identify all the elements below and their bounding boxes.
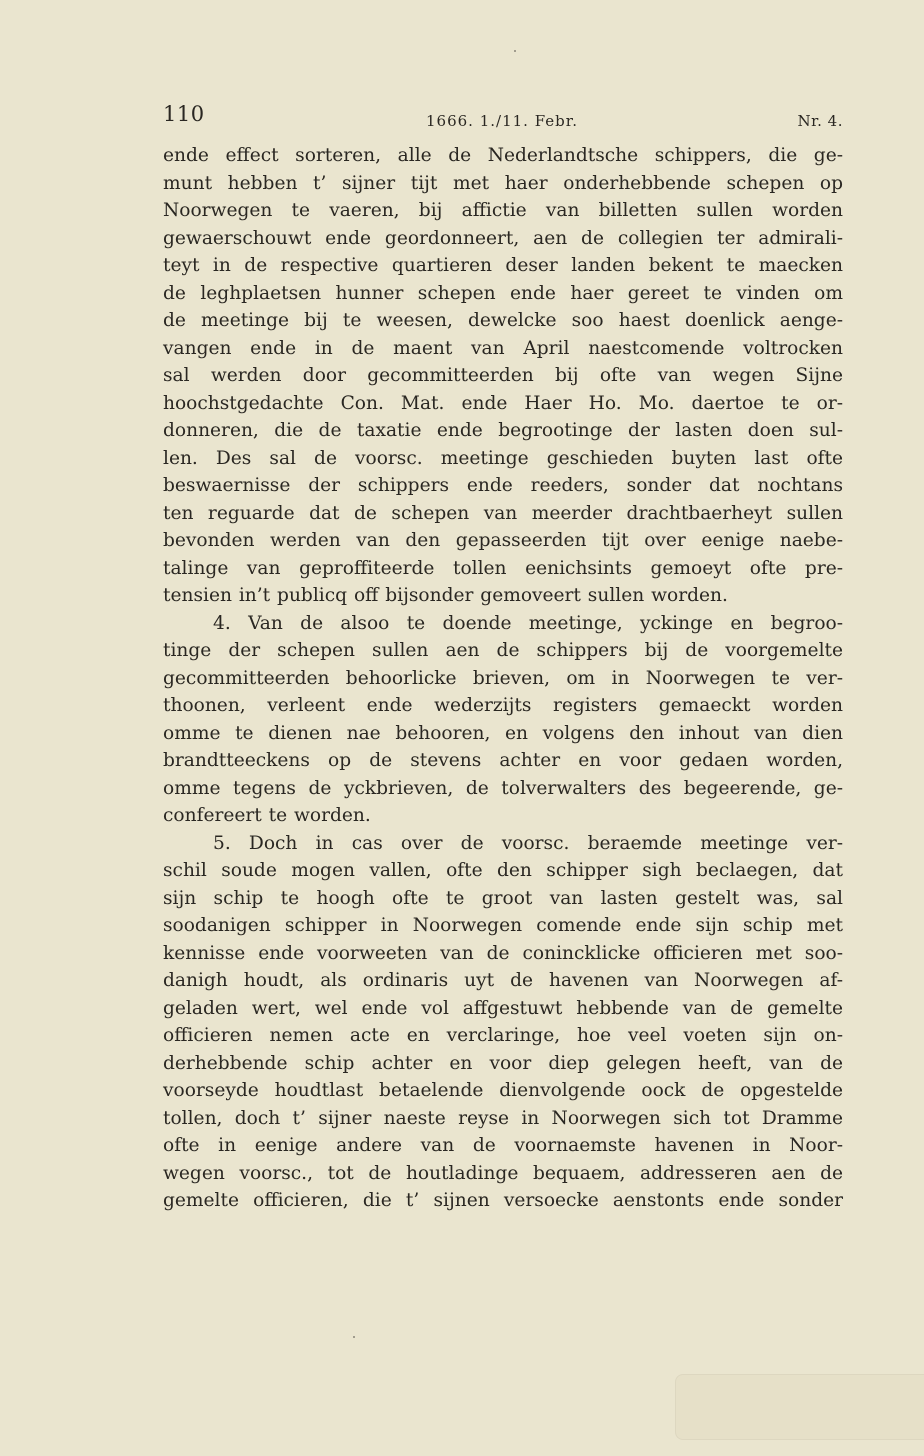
text-line: gecommitteerden behoorlicke brieven, om in Noorwegen te ver-: [163, 667, 843, 689]
text-line: de meetinge bij te weesen, dewelcke soo haest doenlick aenge-: [163, 310, 843, 331]
text-line: talinge van geproffiteerde tollen eenichsints gemoeyt ofte pre-: [163, 557, 843, 579]
paragraph-end-line: confereert te worden.: [163, 805, 371, 826]
text-line: geladen wert, wel ende vol affgestuwt hebbende van de gemelte: [163, 997, 843, 1019]
text-line: ten reguarde dat de schepen van meerder drachtbaerheyt sullen: [163, 502, 843, 524]
paragraph-4-start: 4. Van de alsoo te doende meetinge, yckinge en begroo-: [213, 612, 843, 634]
text-line: gemelte officieren, die t’ sijnen versoecke aenstonts ende sonder: [163, 1190, 843, 1211]
page-header: [163, 102, 843, 136]
text-line: sal werden door gecommitteerden bij ofte van wegen Sijne: [163, 365, 843, 386]
paragraph-5-start: 5. Doch in cas over de voorsc. beraemde meetinge ver-: [213, 832, 843, 854]
text-line: kennisse ende voorweeten van de conincklicke officieren met soo-: [163, 942, 843, 964]
text-line: teyt in de respective quartieren deser landen bekent te maecken: [163, 255, 843, 276]
text-line: ende effect sorteren, alle de Nederlandtsche schippers, die ge-: [163, 145, 843, 166]
text-line: beswaernisse der schippers ende reeders, sonder dat nochtans: [163, 475, 843, 496]
text-line: sijn schip te hoogh ofte te groot van lasten gestelt was, sal: [163, 887, 843, 909]
text-line: gewaerschouwt ende geordonneert, aen de collegien ter admirali-: [163, 227, 843, 249]
text-line: brandtteeckens op de stevens achter en voor gedaen worden,: [163, 750, 843, 771]
body-text: [163, 142, 843, 1215]
running-title: 1666. 1./11. Febr.: [426, 112, 579, 130]
text-line: vangen ende in de maent van April naestcomende voltrocken: [163, 337, 843, 359]
text-line: danigh houdt, als ordinaris uyt de havenen van Noorwegen af-: [163, 970, 843, 991]
text-line: donneren, die de taxatie ende begrootinge der lasten doen sul-: [163, 420, 843, 441]
text-line: ofte in eenige andere van de voornaemste havenen in Noor-: [163, 1135, 843, 1156]
paper-corner-mark: [675, 1374, 924, 1440]
paragraph-end-line: tensien in’t publicq off bijsonder gemoveert sullen worden.: [163, 585, 728, 606]
text-line: tollen, doch t’ sijner naeste reyse in Noorwegen sich tot Dramme: [163, 1107, 843, 1129]
text-line: thoonen, verleent ende wederzijts registers gemaeckt worden: [163, 695, 843, 716]
text-line: hoochstgedachte Con. Mat. ende Haer Ho. Mo. daertoe te or-: [163, 392, 843, 414]
text-line: wegen voorsc., tot de houtladinge bequaem, addresseren aen de: [163, 1162, 843, 1184]
text-line: Noorwegen te vaeren, bij affictie van billetten sullen worden: [163, 200, 843, 221]
text-line: omme tegens de yckbrieven, de tolverwalters des begeerende, ge-: [163, 777, 843, 799]
text-line: bevonden werden van den gepasseerden tijt over eenige naebe-: [163, 530, 843, 551]
text-line: tinge der schepen sullen aen de schippers bij de voorgemelte: [163, 640, 843, 661]
text-line: derhebbende schip achter en voor diep gelegen heeft, van de: [163, 1052, 843, 1074]
page-number: 110: [163, 102, 205, 126]
paper-speck-top: [514, 50, 516, 52]
text-line: schil soude mogen vallen, ofte den schipper sigh beclaegen, dat: [163, 860, 843, 881]
paper-speck-bottom: [353, 1336, 355, 1338]
text-line: de leghplaetsen hunner schepen ende haer gereet te vinden om: [163, 282, 843, 304]
document-number: Nr. 4.: [797, 112, 843, 130]
text-line: omme te dienen nae behooren, en volgens den inhout van dien: [163, 722, 843, 744]
text-line: soodanigen schipper in Noorwegen comende ende sijn schip met: [163, 915, 843, 936]
text-line: officieren nemen acte en verclaringe, hoe veel voeten sijn on-: [163, 1025, 843, 1046]
text-line: len. Des sal de voorsc. meetinge geschieden buyten last ofte: [163, 447, 843, 469]
text-line: voorseyde houdtlast betaelende dienvolgende oock de opgestelde: [163, 1080, 843, 1101]
text-line: munt hebben t’ sijner tijt met haer onderhebbende schepen op: [163, 172, 843, 194]
